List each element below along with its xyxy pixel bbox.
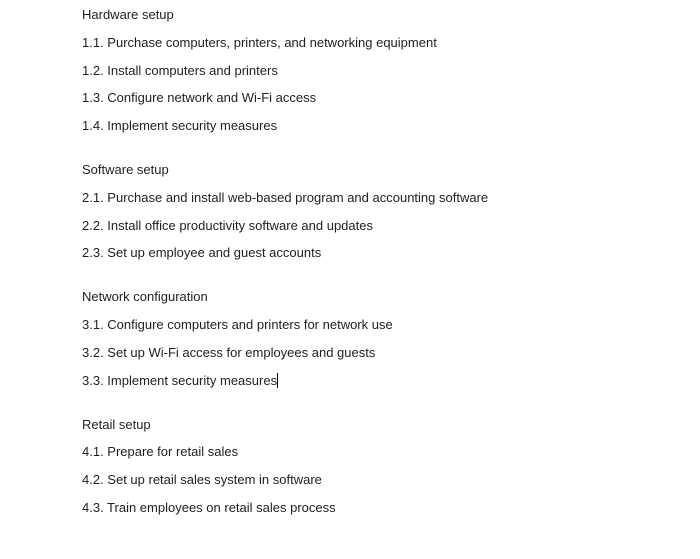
section-heading: Retail setup [82,416,151,432]
list-item: 1.3. Configure network and Wi-Fi access [82,90,317,106]
document-body[interactable] [82,6,680,527]
list-item: 4.2. Set up retail sales system in software [82,472,322,487]
list-item: 1.2. Install computers and printers [82,62,278,78]
text-cursor [277,373,278,388]
section-retail-setup [82,416,680,516]
list-item: 2.1. Purchase and install web-based program and accounting software [82,189,489,205]
section-heading: Hardware setup [82,7,174,22]
list-item: 2.3. Set up employee and guest accounts [82,245,322,261]
section-hardware-setup [82,6,680,134]
list-item: 3.1. Configure computers and printers for network use [82,317,393,332]
list-item-with-cursor [82,372,680,389]
section-network-configuration [82,288,680,388]
list-item: 4.3. Train employees on retail sales process [82,499,336,515]
list-item-text: 3.3. Implement security measures [82,372,278,388]
section-heading: Software setup [82,162,169,177]
section-heading: Network configuration [82,289,208,305]
list-item: 1.1. Purchase computers, printers, and networking equipment [82,34,437,50]
list-item: 3.2. Set up Wi-Fi access for employees and guests [82,344,376,360]
list-item: 2.2. Install office productivity software and updates [82,217,373,233]
list-item: 4.1. Prepare for retail sales [82,444,239,460]
list-item: 1.4. Implement security measures [82,118,278,133]
section-software-setup [82,161,680,261]
